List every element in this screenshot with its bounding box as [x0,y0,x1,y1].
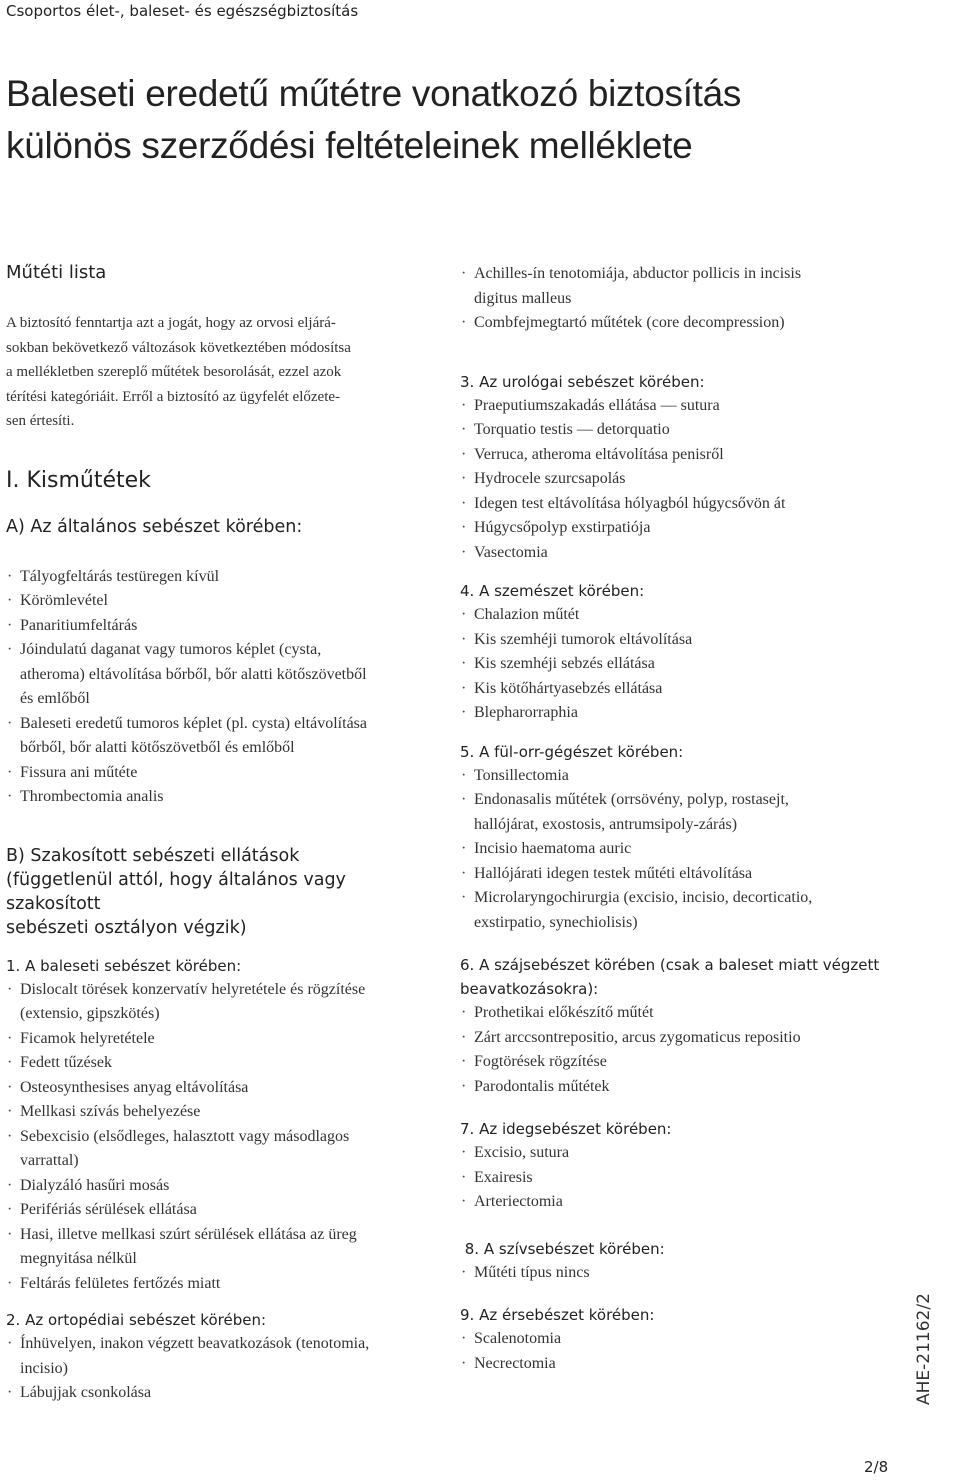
list-item-text: · Chalazion műtét [474,606,580,623]
list-item-text: · Necrectomia [474,1354,556,1372]
list-item-text: · Panaritiumfeltárás [20,616,138,634]
list-item [460,837,900,862]
list-item [6,1223,436,1272]
list-item [460,1026,900,1051]
list-item-text: · Thrombectomia analis [20,788,164,805]
group-heading-5: 5. A fül-orr-gégészet körében: [460,742,684,761]
right-column [460,262,900,1376]
page-title-line-2: különös szerződési feltételeinek melléklete [6,125,693,166]
list-item-text: és emlőből [20,690,90,707]
list-item-text: · Combfejmegtartó műtétek (core decompression) [474,314,785,331]
list-item [6,761,436,786]
section-title: Műtéti lista [6,262,107,283]
list-item [460,886,900,935]
list-continued [460,262,900,336]
list-item-text: · Körömlevétel [20,592,108,609]
list-item-text: bőrből, bőr alatti kötőszövetből és emlőből [20,739,295,756]
list-item-text: megnyitása nélkül [20,1250,137,1267]
list-s9 [460,1327,900,1376]
list-s4 [460,603,900,726]
intro-line: sokban bekövetkező változások következtében módosítsa [6,339,351,356]
list-item [460,1050,900,1075]
left-column [6,262,436,1406]
list-item-text: · Dislocalt törések konzervatív helyretétele és rögzítése [20,980,366,998]
header-banner-text: Csoportos élet-, baleset- és egészségbiztosítás [6,2,359,20]
list-item [6,1076,436,1101]
list-item [460,467,900,492]
page-title-line-1: Baleseti eredetű műtétre vonatkozó biztosítás [6,73,742,114]
list-item [6,1272,436,1297]
list-item-text: · Hallójárati idegen testek műtéti eltávolítása [474,864,753,882]
list-item [6,712,436,761]
list-s8 [460,1261,900,1286]
list-item [460,1327,900,1352]
list-a [6,565,436,810]
list-item-text: · Endonasalis műtétek (orrsövény, polyp, rostasejt, [474,791,789,808]
list-item [6,785,436,810]
list-b1 [6,978,436,1297]
group-heading-8: 8. A szívsebészet körében: [460,1239,665,1258]
list-item-text: · Scalenotomia [474,1330,562,1347]
list-item [6,978,436,1027]
list-item [460,1261,900,1286]
document-header-banner [0,0,960,24]
list-item-text: · Ficamok helyretétele [20,1029,155,1047]
list-item-text: · Arteriectomia [474,1193,563,1210]
heading-line: 6. A szájsebészet körében (csak a baleset miatt végzett [460,956,880,974]
list-item-text: · Verruca, atheroma eltávolítása penisről [474,445,724,463]
list-item [6,1381,436,1406]
list-s7 [460,1141,900,1215]
list-item-text: · Hydrocele szurcsapolás [474,470,626,487]
list-item-text: · Zárt arccsontrepositio, arcus zygomaticus repositio [474,1028,801,1046]
list-item-text: · Feltárás felületes fertőzés miatt [20,1274,221,1292]
list-item-text: · Ínhüvelyen, inakon végzett beavatkozások (tenotomia, [20,1335,370,1352]
heading-line: beavatkozásokra): [460,980,599,998]
list-item-text: varrattal) [20,1152,79,1169]
list-item [460,628,900,653]
list-item-text: · Microlaryngochirurgia (excisio, incisio, decorticatio, [474,889,813,906]
list-s5 [460,764,900,936]
list-item [460,394,900,419]
list-item-text: · Kis szemhéji tumorok eltávolítása [474,630,693,648]
intro-line: A biztosító fenntartja azt a jogát, hogy az orvosi eljárá- [6,315,336,331]
group-heading-3: 3. Az urológai sebészet körében: [460,372,705,391]
list-item [6,1051,436,1076]
list-item-text: · Kis kötőhártyasebzés ellátása [474,679,663,697]
heading-line: sebészeti osztályon végzik) [6,917,247,938]
group-heading-7: 7. Az idegsebészet körében: [460,1120,672,1138]
list-item [6,1027,436,1052]
list-item [6,638,436,712]
list-item-text: incisio) [20,1359,68,1377]
list-item [460,1001,900,1026]
list-s3 [460,394,900,566]
list-item-text: · Hasi, illetve mellkasi szúrt sérülések ellátása az üreg [20,1225,357,1243]
page-number: 2/8 [864,1458,889,1476]
list-item [460,1190,900,1215]
list-item-text: · Tonsillectomia [474,766,569,784]
list-item [460,1352,900,1377]
list-item-text: hallójárat, exostosis, antrumsipoly-zárás) [474,815,738,833]
list-s6 [460,1001,900,1099]
list-item [460,764,900,789]
list-item-text: · Prothetikai előkészítő műtét [474,1004,654,1021]
list-item-text: digitus malleus [474,289,572,307]
list-item-text: · Blepharorraphia [474,704,578,721]
group-heading-4: 4. A szemészet körében: [460,582,645,600]
list-item [6,1100,436,1125]
intro-line: sen értesíti. [6,413,75,429]
list-item [460,788,900,837]
list-item [6,614,436,639]
list-item-text: · Osteosynthesises anyag eltávolítása [20,1078,249,1096]
list-item-text: · Perifériás sérülések ellátása [20,1201,197,1218]
list-item [460,603,900,628]
list-item [6,1125,436,1174]
list-item-text: · Excisio, sutura [474,1144,570,1161]
list-item [460,311,900,336]
list-item-text: exstirpatio, synechiolisis) [474,913,638,931]
group-heading-1: 1. A baleseti sebészet körében: [6,956,242,975]
intro-line: a mellékletben szereplő műtétek besorolását, ezzel azok [6,364,342,380]
list-item-text: · Praeputiumszakadás ellátása — sutura [474,396,720,414]
list-item-text: · Jóindulatú daganat vagy tumoros képlet (cysta, [20,641,322,658]
list-item-text: · Incisio haematoma auric [474,840,632,857]
list-item [460,516,900,541]
list-item-text: · Exairesis [474,1168,533,1186]
list-item-text: · Baleseti eredetű tumoros képlet (pl. cysta) eltávolítása [20,714,367,732]
list-item-text: · Parodontalis műtétek [474,1077,610,1095]
group-heading-2: 2. Az ortopédiai sebészet körében: [6,1311,267,1329]
list-item-text: · Húgycsőpolyp exstirpatiója [474,519,651,536]
list-item-text: · Lábujjak csonkolása [20,1384,152,1401]
list-item [460,492,900,517]
list-item [460,418,900,443]
group-heading-6 [460,953,900,1001]
document-code: AHE-21162/2 [914,1293,934,1405]
list-item-text: · Fogtörések rögzítése [474,1053,607,1070]
list-item [6,1174,436,1199]
list-item-text: (extensio, gipszkötés) [20,1005,160,1022]
list-item-text: · Torquatio testis — detorquatio [474,421,670,438]
list-item [460,1141,900,1166]
list-item-text: · Sebexcisio (elsődleges, halasztott vagy másodlagos [20,1127,350,1145]
list-item [6,565,436,590]
heading-line: B) Szakosított sebészeti ellátások [6,845,300,866]
list-item [6,1198,436,1223]
list-item [6,1332,436,1381]
list-item-text: · Mellkasi szívás behelyezése [20,1103,201,1120]
list-item [460,652,900,677]
subsection-heading-a: A) Az általános sebészet körében: [6,516,303,537]
page-title [6,68,946,172]
list-item-text: · Fedett tűzések [20,1054,112,1071]
list-item [6,589,436,614]
list-item [460,541,900,566]
list-item-text: · Vasectomia [474,543,548,561]
part-heading: I. Kisműtétek [6,467,151,493]
intro-line: térítési kategóriáit. Erről a biztosító az ügyfelét előzete- [6,388,341,405]
subsection-heading-b [6,844,436,940]
list-item-text: · Kis szemhéji sebzés ellátása [474,655,655,672]
list-item [460,1075,900,1100]
heading-line: (függetlenül attól, hogy általános vagy szakosított [6,869,346,914]
list-item-text: · Tályogfeltárás testüregen kívül [20,567,220,585]
list-item [460,262,900,311]
list-item [460,701,900,726]
group-heading-9: 9. Az érsebészet körében: [460,1306,655,1324]
list-item-text: · Idegen test eltávolítása hólyagból húgycsővön át [474,494,786,512]
list-item [460,677,900,702]
list-item [460,1166,900,1191]
list-item-text: · Műtéti típus nincs [474,1263,590,1281]
intro-paragraph [6,311,436,434]
list-item-text: atheroma) eltávolítása bőrből, bőr alatti kötőszövetből [20,665,367,683]
list-item-text: · Achilles-ín tenotomiája, abductor pollicis in incisis [474,265,802,282]
list-item [460,862,900,887]
list-item-text: · Fissura ani műtéte [20,763,138,781]
list-item [460,443,900,468]
list-b2 [6,1332,436,1406]
list-item-text: · Dialyzáló hasűri mosás [20,1176,170,1194]
